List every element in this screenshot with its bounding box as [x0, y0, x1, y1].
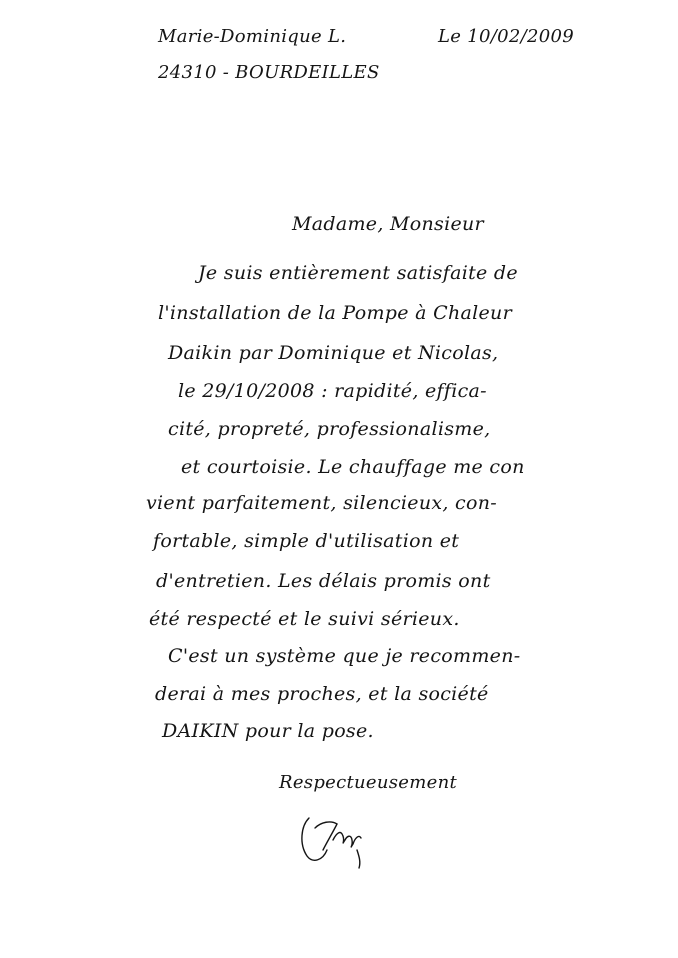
- body-line: Je suis entièrement satisfaite de: [198, 262, 518, 284]
- body-line: le 29/10/2008 : rapidité, effica-: [178, 380, 487, 402]
- letter-date: Le 10/02/2009: [438, 26, 574, 47]
- sender-name: Marie-Dominique L.: [158, 26, 347, 47]
- salutation: Madame, Monsieur: [292, 213, 484, 235]
- sender-address: 24310 - BOURDEILLES: [158, 62, 380, 83]
- body-line: d'entretien. Les délais promis ont: [156, 570, 491, 592]
- closing: Respectueusement: [279, 772, 458, 793]
- recommendation-line: DAIKIN pour la pose.: [162, 720, 374, 742]
- body-line: fortable, simple d'utilisation et: [153, 530, 460, 552]
- body-line: et courtoisie. Le chauffage me con: [181, 456, 525, 478]
- recommendation-line: C'est un système que je recommen-: [168, 645, 521, 667]
- body-line: été respecté et le suivi sérieux.: [149, 608, 460, 630]
- signature-scribble: [297, 810, 367, 870]
- body-line: Daikin par Dominique et Nicolas,: [168, 342, 499, 364]
- signature: [297, 810, 367, 870]
- body-line: vient parfaitement, silencieux, con-: [146, 492, 497, 514]
- body-line: cité, propreté, professionalisme,: [168, 418, 491, 440]
- body-line: l'installation de la Pompe à Chaleur: [158, 302, 512, 324]
- recommendation-line: derai à mes proches, et la société: [155, 683, 489, 705]
